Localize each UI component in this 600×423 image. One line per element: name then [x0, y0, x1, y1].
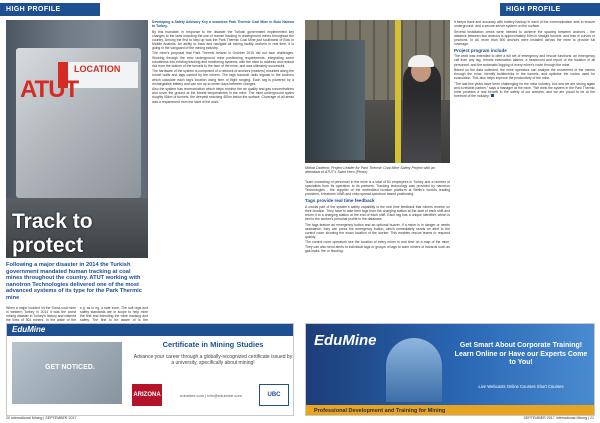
- ad-laptop-image: [12, 342, 122, 404]
- paragraph-text: It keeps track and accuracy with battery backup in each of the communication sets to ensure underground, and a secure server system on the surface.: [454, 20, 595, 29]
- paragraph: [454, 82, 595, 99]
- standfirst: Following a major disaster in 2014 the Turkish government mandated human tracking at coal mines throughout the country. ATUT working with nanotron Technologies delivered one of the most advanced systems of its type for the Park Thermic mine: [6, 262, 142, 301]
- ad-url[interactable]: edumine.com | info@edumine.com: [180, 393, 242, 398]
- mine-cable: [395, 20, 401, 163]
- right-column-2-text: [454, 20, 595, 320]
- paragraph: [305, 180, 450, 197]
- paragraph: [454, 20, 595, 28]
- section-header-left: HIGH PROFILE: [0, 3, 100, 16]
- ad2-tagline: Professional Development and Training for Mining: [306, 405, 595, 416]
- paragraph-text: Team consisting of personnel in the mine is a total of 81 employees in Turkey and a number of specialists from its operation to its partners. Tracking technology was provided by nanotron Technologies - the supplier of the embedded location platform at Berlin's world's leading providers, it features UWB and chirp spread-spectrum based positioning.: [305, 180, 450, 197]
- paragraph: [454, 30, 595, 47]
- footer-left: 20 International Mining | SEPTEMBER 2017: [6, 416, 77, 420]
- paragraph: [454, 68, 595, 80]
- right-column-1-text: [305, 180, 450, 320]
- ad2-links[interactable]: Live Webcasts Online Courses Short Courses: [478, 384, 564, 389]
- hero-photo: [6, 20, 148, 258]
- paragraph: e.g. as in eg, a safe zone. The soft regs and safety standards are in scope to help mine the first and intending the mine tracking and safety. The first to be aware of is the: [80, 306, 148, 322]
- paragraph: [152, 30, 294, 51]
- edumine-training-ad[interactable]: [305, 323, 595, 416]
- miner-photo: [305, 20, 450, 163]
- paragraph: [305, 240, 450, 252]
- paragraph: [305, 223, 450, 240]
- paragraph: [152, 20, 294, 28]
- paragraph-text: A crucial part of the system's safety capability is the real time feedback that miners receive on their location. They have to take their tags from the charging station at the start of each shift and return it to a charging station at the end of each shift. Each tag has a unique identifier, which is tied to the worker's personal profile in the database.: [305, 204, 450, 222]
- paragraph-text: The tags feature an emergency button and an optional buzzer. If a miner is in danger or needs assistance, they can press the emergency button, which immediately sends an alert to the control room showing the exact location of the worker. This enables rescue teams to respond quickly.: [305, 222, 450, 239]
- paragraph-text: The work was extended to offer a full set of emergency and rescue functions: an emergency call from any tag, remote evacuation alarms, a headcount and report of the location of all personnel, and the automatic logging of every miner's route through the mine.: [454, 54, 595, 67]
- ad2-people-image: [386, 338, 442, 402]
- paragraph-text: Based on the data collected, the mine operators can analyse the movement of the miners through the mine, identify bottlenecks in the tunnels, and optimise the routes used for evacuation. This also helps improve the productivity of the mine.: [454, 67, 595, 81]
- subheading: Tags provide real time feedback: [305, 198, 375, 204]
- photo-caption: Mithat Ozdemir, Project Leader for Park Thermic Coal Mine Safety Project with an attendant of ATUT's Sabri Hero (Photo): [305, 166, 436, 175]
- ad-brand: EduMine: [12, 325, 46, 334]
- subheading: Project program include: [454, 47, 507, 53]
- paragraph: [152, 51, 294, 68]
- right-page: [300, 0, 600, 423]
- paragraph-text: Also the system has reconstruction which helps monitor the air quality and gas concentrations and cover the ground at the lowest temperatures in the mine. The mine underground spans roughly 50km of tunnels, the deepest reaching 450m below the surface. Coverage of all areas was a requirement from the start of the work.: [152, 87, 294, 104]
- section-header-right: HIGH PROFILE: [500, 3, 600, 16]
- ad-headline: Certificate in Mining Studies: [162, 340, 264, 349]
- paragraph-text: By this mandate, in response to the disaster the Turkish government implemented key changes to the laws including the use of human tracking in underground mines throughout the country. Among the first to step up was the Park Thermic Coal Mine just southwest of Bolu in Middle Anatolia. An ability to track and navigate all mining facility workers in real time, it is going in the vanguard of the mining industry.: [152, 29, 294, 51]
- edumine-certificate-ad[interactable]: [6, 323, 294, 416]
- paragraph: [454, 54, 595, 66]
- left-column-1-text: [6, 306, 76, 322]
- paragraph: [305, 205, 450, 222]
- ad-subtext: Advance your career through a globally-recognized certificate issued by a university, specifically about mining!: [133, 354, 293, 366]
- ad-laptop-text: GET NOTICED.: [45, 364, 95, 371]
- paragraph-text: Several installation crews were needed to achieve the spacing between anchors - the distance between two anchors is approximately 60m in straight tunnels, and less in curves or junctions. In all, more than 500 anchors were installed across the mine to provide full coverage.: [454, 29, 595, 46]
- paragraph-text: The mine's proposal that Park Thermic Ireland in October 2015 did not face challenges. Working through the new underground mine positioning requirements, integrating some robustness into existing tracking and monitoring systems, with the mine to address and reduce risk from the bottom of the tunnels to the face of the mine, and was ultimately successful.: [152, 51, 294, 68]
- location-sign-text: LOCATION: [74, 64, 121, 74]
- ad2-brand: EduMine: [314, 332, 377, 349]
- paragraph: When a major incident hit the Soma coal mine in western Turkey in 2014 it was the worst mining disaster in Turkey's history and claimed the lives of 301 miners. In the wake of the: [6, 306, 76, 322]
- footer-right: SEPTEMBER 2017 International Mining | 21: [523, 416, 594, 420]
- paragraph-text: The control room operators see the location of every miner in real time on a map of the mine. They can also send alerts to individual tags or groups of tags to warn miners of hazards such as gas leaks, fire or flooding.: [305, 240, 450, 253]
- left-column-2-text-bottom: [80, 306, 148, 322]
- atut-logo: ATUT: [20, 76, 79, 103]
- arizona-logo: ARIZONA: [132, 384, 162, 406]
- paragraph-text: The hardware of the system is composed of a network of anchors (readers) mounted along the tunnel walls and tags carried by the miners. The tags transmit radio signals to the anchors which calculate each tag's location using time of flight ranging. Each tag is powered by a rechargeable battery and can run up to seven days between charges.: [152, 69, 294, 86]
- miner-helmet: [408, 55, 434, 67]
- paragraph: [152, 69, 294, 86]
- paragraph: [152, 87, 294, 104]
- paragraph-lead: Developing a Safety Advisory Key a seamless Park Thermic Coal Mine in Bolu Narrow to Turkey.: [152, 20, 294, 29]
- ad2-headline: Get Smart About Corporate Training! Learn Online or Have our Experts Come to You!: [454, 342, 588, 366]
- end-mark-icon: [491, 94, 494, 97]
- ad-band: [7, 324, 294, 336]
- article-title: Track to protect: [12, 210, 93, 257]
- left-column-3-text: [152, 20, 294, 320]
- mine-pipes: [305, 40, 365, 160]
- ubc-logo: UBC: [259, 384, 289, 406]
- paragraph-text: "The last few years have been challenging for the mine industry, but now we are strong again and a reliable partner," says a manager at the mine. "We think the system in the Park Thermic mine provides a real benefit to the safety of our workers, and we are proud to be at the forefront of the industry.": [454, 81, 595, 98]
